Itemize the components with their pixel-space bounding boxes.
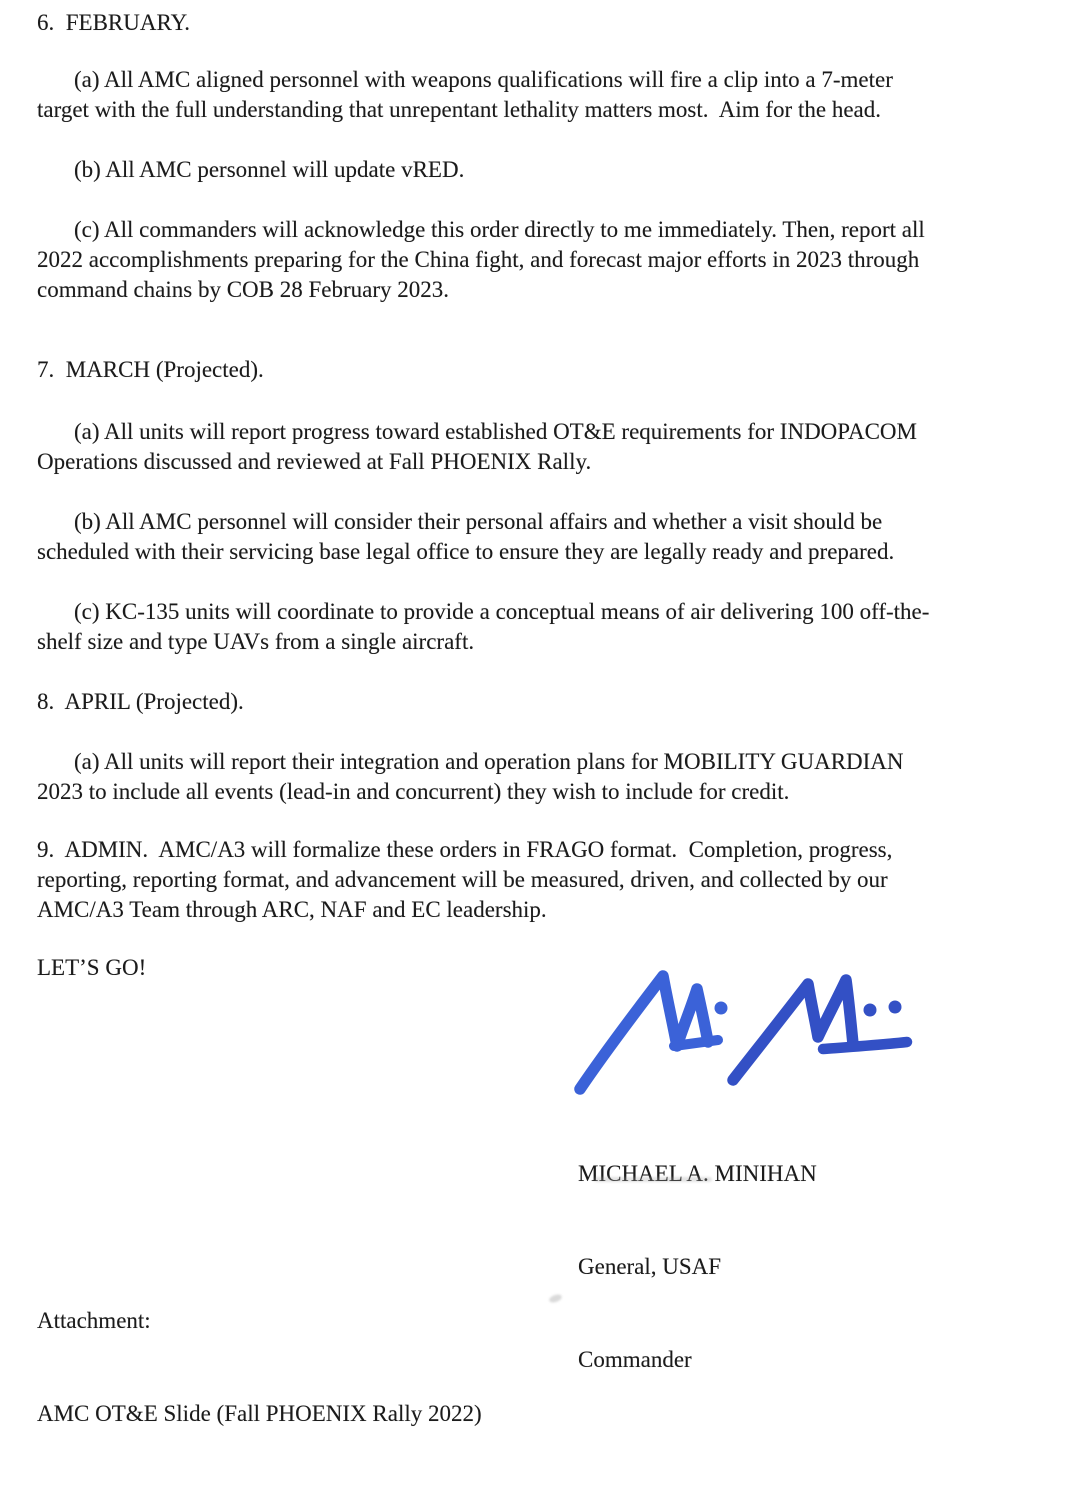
text-line: reporting, reporting format, and advancement will be measured, driven, and collected by our xyxy=(37,867,888,892)
signer-rank: General, USAF xyxy=(578,1254,722,1279)
section-7b-paragraph xyxy=(37,507,1042,567)
text-line: (a) All units will report their integration and operation plans for MOBILITY GUARDIAN xyxy=(74,749,904,774)
scan-artifact xyxy=(594,1177,712,1182)
section-8a-paragraph xyxy=(37,747,1042,807)
text-line: 2022 accomplishments preparing for the China fight, and forecast major efforts in 2023 through xyxy=(37,247,920,272)
section-6b-paragraph xyxy=(37,155,1042,185)
attachment-block xyxy=(37,1243,482,1491)
signer-name: MICHAEL A. MINIHAN xyxy=(578,1161,817,1186)
section-6-heading xyxy=(37,8,1042,38)
text-line: 2023 to include all events (lead-in and concurrent) they wish to include for credit. xyxy=(37,779,790,804)
attachment-label: Attachment: xyxy=(37,1308,151,1333)
text-line: LET’S GO! xyxy=(37,955,147,980)
text-line: Operations discussed and reviewed at Fall PHOENIX Rally. xyxy=(37,449,592,474)
section-6c-paragraph xyxy=(37,215,1042,305)
signer-title: Commander xyxy=(578,1347,692,1372)
text-line: 9. ADMIN. AMC/A3 will formalize these orders in FRAGO format. Completion, progress, xyxy=(37,837,893,862)
text-line: (c) All commanders will acknowledge this order directly to me immediately. Then, report all xyxy=(74,217,925,242)
text-line: 8. APRIL (Projected). xyxy=(37,689,244,714)
text-line: command chains by COB 28 February 2023. xyxy=(37,277,450,302)
text-line: (a) All AMC aligned personnel with weapons qualifications will fire a clip into a 7-meter xyxy=(74,67,893,92)
attachment-item: AMC OT&E Slide (Fall PHOENIX Rally 2022) xyxy=(37,1401,482,1426)
text-line: (b) All AMC personnel will consider their personal affairs and whether a visit should be xyxy=(74,509,883,534)
section-6a-paragraph xyxy=(37,65,1042,125)
text-line: (b) All AMC personnel will update vRED. xyxy=(74,157,465,182)
signature-block xyxy=(578,1096,817,1437)
text-line: target with the full understanding that unrepentant lethality matters most. Aim for the head. xyxy=(37,97,881,122)
section-9-paragraph xyxy=(37,835,1042,925)
section-8-heading xyxy=(37,687,1042,717)
section-7a-paragraph xyxy=(37,417,1042,477)
text-line: 6. FEBRUARY. xyxy=(37,10,190,35)
signature-ink xyxy=(570,962,915,1094)
text-line: (c) KC-135 units will coordinate to provide a conceptual means of air delivering 100 off-the- xyxy=(74,599,930,624)
text-line: AMC/A3 Team through ARC, NAF and EC leadership. xyxy=(37,897,547,922)
section-7-heading xyxy=(37,355,1042,385)
section-7c-paragraph xyxy=(37,597,1042,657)
scan-artifact xyxy=(548,1293,563,1304)
text-line: shelf size and type UAVs from a single aircraft. xyxy=(37,629,475,654)
text-line: (a) All units will report progress toward established OT&E requirements for INDOPACOM xyxy=(74,419,917,444)
text-line: 7. MARCH (Projected). xyxy=(37,357,264,382)
text-line: scheduled with their servicing base legal office to ensure they are legally ready and prepared. xyxy=(37,539,895,564)
